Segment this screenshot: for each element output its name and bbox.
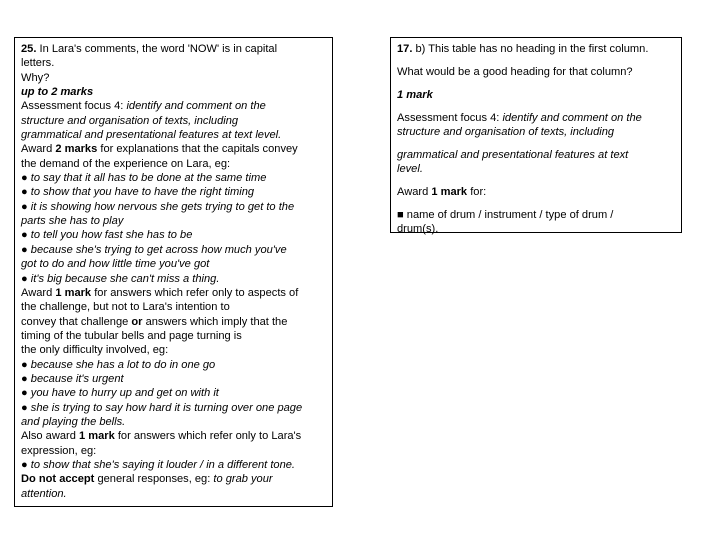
text-run: Award [21,143,56,156]
text-run: ● [21,372,31,385]
text-run: Do not accept [21,473,95,486]
text-line [21,228,326,242]
text-run: grammatical and presentational features at text level. [21,129,282,142]
text-run: you have to hurry up and get on with it [30,387,219,400]
text-line [21,415,326,429]
text-run: or [131,315,143,328]
text-line [21,99,326,113]
text-run: for answers which refer only to Lara's [114,430,302,443]
text-run: letters. [21,57,55,70]
text-run: general responses, eg: [94,473,214,486]
text-run: 2 marks [55,143,98,156]
text-run: 1 mark [55,286,92,299]
text-run: to show that she's saying it louder / in a different tone. [30,458,296,471]
text-run: identify and comment on the [502,111,642,124]
text-run: parts she has to play [21,215,124,228]
text-line [21,71,326,85]
text-line [21,157,326,171]
text-run: name of drum / instrument / type of drum / [406,208,614,221]
text-run: structure and organisation of texts, including [397,125,615,138]
text-line [397,88,675,102]
text-run: and playing the bells. [21,415,126,428]
text-line [397,208,675,222]
paragraph-gap [397,199,675,208]
text-run: Award [21,286,56,299]
text-line [21,472,326,486]
text-run: answers which imply that the [142,315,288,328]
paragraph-gap [397,79,675,88]
text-run: Assessment focus 4: [21,100,127,113]
text-run: ■ [397,208,407,221]
text-run: ● [21,387,31,400]
text-run: grammatical and presentational features at text [397,148,629,161]
text-run: for: [467,185,487,198]
text-line [397,125,675,139]
text-run: Assessment focus 4: [397,111,503,124]
text-run: to show that you have to have the right timing [30,186,255,199]
text-line [21,343,326,357]
text-run: What would be a good heading for that column? [397,65,633,78]
text-line [21,444,326,458]
text-run: up to 2 marks [21,86,94,99]
text-line [21,85,326,99]
marking-scheme-question-25 [14,37,333,507]
paragraph-gap [397,102,675,111]
text-run: ● [21,229,31,242]
text-run: ● [21,172,31,185]
text-run: Award [397,185,432,198]
text-line [21,128,326,142]
text-run: it is showing how nervous she gets trying to get to the [30,200,295,213]
text-run: 1 mark [397,88,433,101]
text-line [397,162,675,176]
text-run: because it's urgent [30,372,124,385]
paragraph-gap [397,56,675,65]
text-line [21,42,326,56]
text-line [21,286,326,300]
text-run: 25. [21,43,37,55]
text-line [21,56,326,70]
text-line [21,372,326,386]
text-line [21,171,326,185]
text-run: ● [21,358,31,371]
text-run: for answers which refer only to aspects of [91,286,299,299]
text-run: identify and comment on the [126,100,266,113]
text-run: 1 mark [78,430,115,443]
text-line [21,315,326,329]
text-run: to grab your [213,473,273,486]
text-run: structure and organisation of texts, including [21,114,239,127]
text-line [21,386,326,400]
text-run: she is trying to say how hard it is turning over one page [30,401,303,414]
text-run: level. [397,163,423,176]
marking-scheme-question-17b [390,37,682,236]
text-run: 1 mark [431,185,468,198]
text-run: attention. [21,487,67,500]
text-run: got to do and how little time you've got [21,258,210,271]
text-line [397,148,675,162]
text-line [21,300,326,314]
text-run: expression, eg: [21,444,97,457]
text-line [397,111,675,125]
text-run: drum(s). [397,223,439,236]
text-line [21,329,326,343]
text-run: the only difficulty involved, eg: [21,344,169,357]
text-line [21,458,326,472]
text-line [21,214,326,228]
text-run: the demand of the experience on Lara, eg: [21,157,231,170]
text-line [21,243,326,257]
text-run: 17. [397,43,413,55]
text-line [397,42,675,56]
text-run: the challenge, but not to Lara's intention to [21,301,230,314]
text-line [21,272,326,286]
text-line [397,185,675,199]
text-line [397,222,675,236]
text-line [21,185,326,199]
text-run: ● [21,243,31,256]
text-line [397,65,675,79]
text-line [21,114,326,128]
text-run: ● [21,200,31,213]
paragraph-gap [397,139,675,148]
text-run: it's big because she can't miss a thing. [30,272,220,285]
text-run: to say that it all has to be done at the same time [30,172,267,185]
text-line [21,142,326,156]
text-run: Also award [21,430,79,443]
text-run: convey that challenge [21,315,132,328]
paragraph-gap [397,176,675,185]
text-run: for explanations that the capitals convey [97,143,298,156]
text-run: ● [21,272,31,285]
text-run: ● [21,186,31,199]
text-run: b) This table has no heading in the first column. [412,43,649,55]
text-line [21,401,326,415]
text-run: Why? [21,71,50,84]
text-run: timing of the tubular bells and page turning is [21,329,242,342]
text-line [21,257,326,271]
text-line [21,358,326,372]
text-run: ● [21,458,31,471]
text-run: because she's trying to get across how much you've [30,243,287,256]
text-line [21,487,326,501]
text-run: because she has a lot to do in one go [30,358,216,371]
text-line [21,200,326,214]
text-run: In Lara's comments, the word 'NOW' is in capital [36,43,278,55]
text-run: ● [21,401,31,414]
text-line [21,429,326,443]
text-run: to tell you how fast she has to be [30,229,193,242]
